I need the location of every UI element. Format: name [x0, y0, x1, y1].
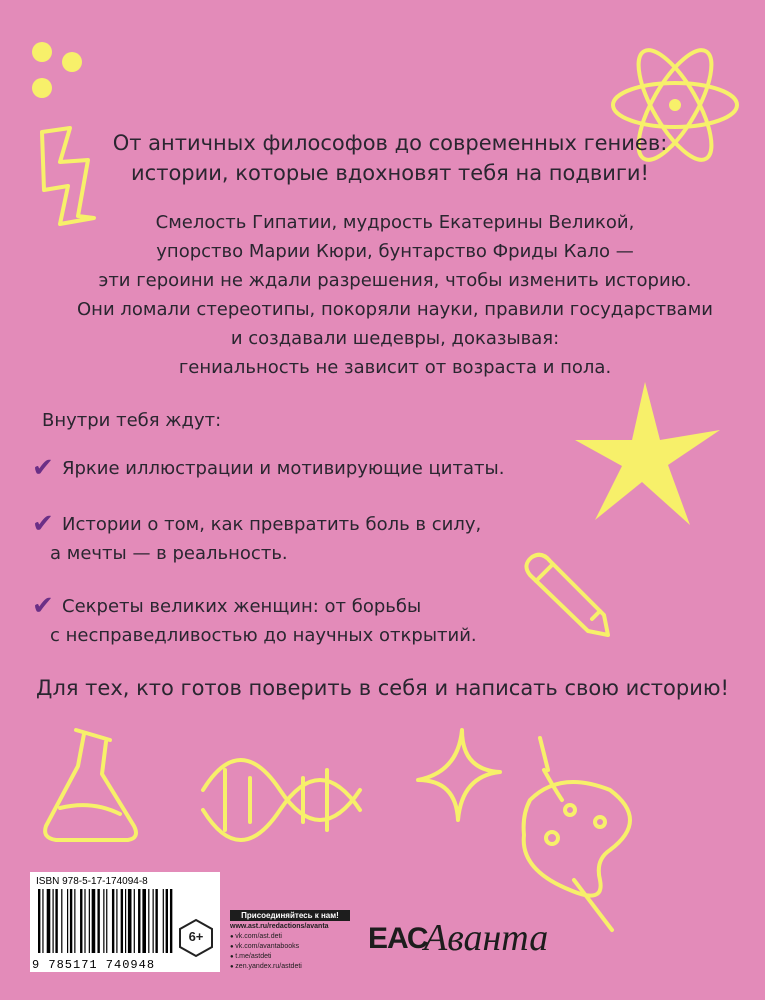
list-item [32, 510, 552, 568]
intro-line-2: упорство Марии Кюри, бунтарство Фриды Кало — [156, 241, 634, 262]
social-link-telegram[interactable]: ● t.me/astdeti [230, 952, 350, 962]
headline [60, 128, 720, 188]
palette-icon [500, 730, 650, 940]
intro-line-4: Они ломали стереотипы, покоряли науки, правили государствами [77, 299, 713, 320]
intro-line-1: Смелость Гипатии, мудрость Екатерины Великой, [155, 212, 635, 233]
list-item-text-continued: а мечты — в реальность. [50, 543, 288, 564]
list-item-text: Яркие иллюстрации и мотивирующие цитаты. [62, 458, 505, 479]
star-icon [560, 370, 730, 540]
closing-line: Для тех, кто готов поверить в себя и написать свою историю! [36, 676, 729, 700]
social-links [230, 910, 350, 972]
ean-number: 9 785171 740948 [32, 958, 156, 972]
social-link-zen[interactable]: ● zen.yandex.ru/astdeti [230, 962, 350, 972]
intro-line-6: гениальность не зависит от возраста и пола. [178, 357, 612, 378]
join-us-label: Присоединяйтесь к нам! [230, 910, 350, 921]
headline-line-2: истории, которые вдохновят тебя на подвиги! [131, 161, 649, 185]
list-item-text-continued: с несправедливостью до научных открытий. [50, 625, 477, 646]
list-item-text: Секреты великих женщин: от борьбы [62, 596, 422, 617]
publisher-logo: Аванта [424, 917, 549, 959]
list-item [32, 454, 552, 483]
isbn-label: ISBN 978-5-17-174094-8 [36, 876, 148, 887]
checkmark-icon: ✔ [32, 591, 54, 621]
three-dots-icon [20, 30, 100, 110]
intro-paragraph [70, 208, 720, 382]
website-link[interactable]: www.ast.ru/redactions/avanta [230, 923, 329, 930]
social-link-vk-avanta[interactable]: ● vk.com/avantabooks [230, 942, 350, 952]
list-item-text: Истории о том, как превратить боль в силу, [62, 514, 482, 535]
age-rating-label: 6+ [188, 929, 204, 944]
social-link-vk-ast[interactable]: ● vk.com/ast.deti [230, 932, 350, 942]
flask-icon [36, 722, 146, 852]
checkmark-icon: ✔ [32, 509, 54, 539]
intro-line-5: и создавали шедевры, доказывая: [230, 328, 560, 349]
age-rating-badge [176, 918, 216, 958]
inside-title: Внутри тебя ждут: [42, 410, 222, 431]
headline-line-1: От античных философов до современных гениев: [112, 131, 668, 155]
dna-icon [195, 740, 375, 860]
list-item [32, 592, 552, 650]
checkmark-icon: ✔ [32, 453, 54, 483]
intro-line-3: эти героини не ждали разрешения, чтобы изменить историю. [98, 270, 692, 291]
eac-mark: ЕАС [368, 922, 428, 955]
